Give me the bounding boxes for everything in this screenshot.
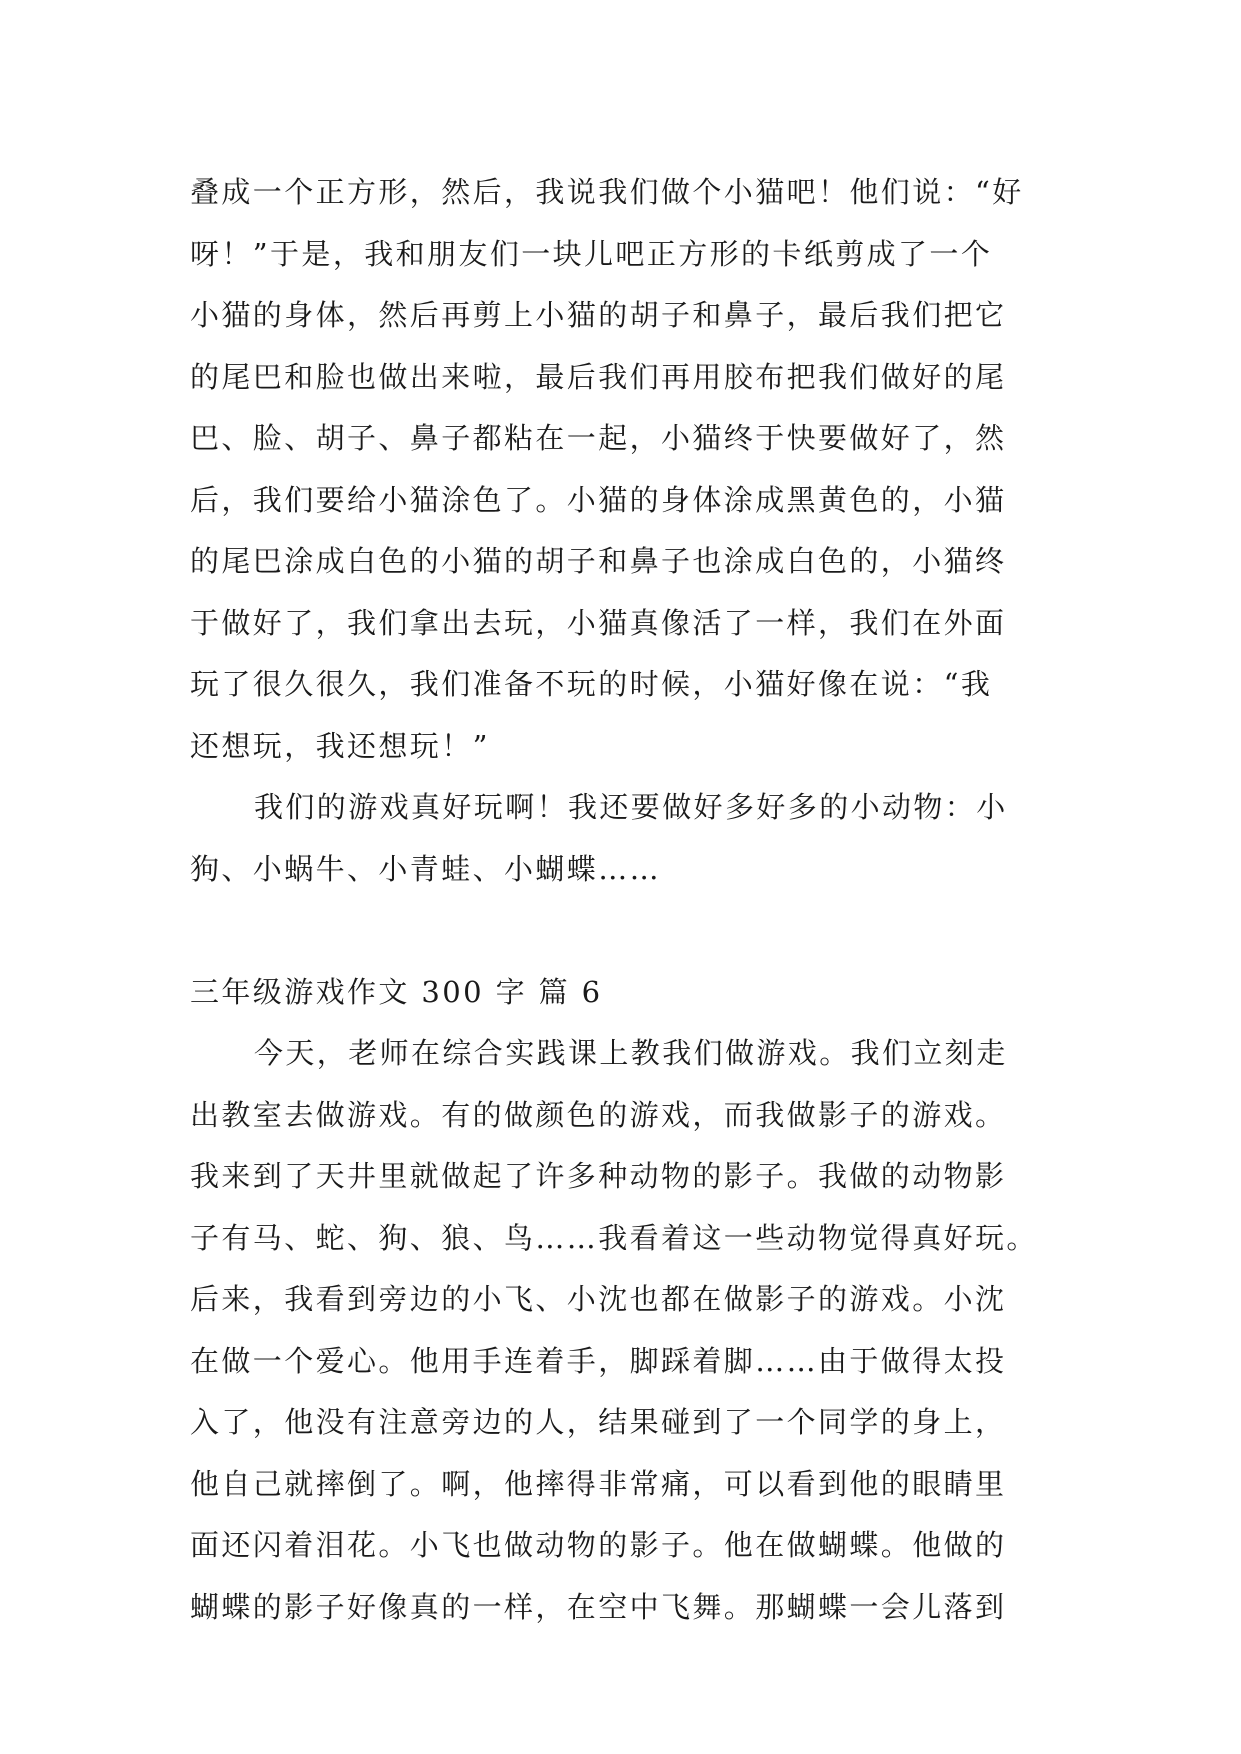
paragraph-cat-craft [190,162,1070,777]
text-line: 我们的游戏真好玩啊！我还要做好多好多的小动物：小 [254,790,1008,824]
text-line: 还想玩，我还想玩！” [190,728,490,763]
text-line: 于做好了，我们拿出去玩，小猫真像活了一样，我们在外面 [190,605,1007,640]
text-line: 的尾巴涂成白色的小猫的胡子和鼻子也涂成白色的，小猫终 [190,544,1007,578]
text-line: 玩了很久很久，我们准备不玩的时候，小猫好像在说：“我 [190,667,993,701]
text-line: 的尾巴和脸也做出来啦，最后我们再用胶布把我们做好的尾 [190,359,1007,394]
text-line: 小猫的身体，然后再剪上小猫的胡子和鼻子，最后我们把它 [190,298,1007,332]
document-body [190,162,1070,1638]
text-line: 他自己就摔倒了。啊，他摔得非常痛，可以看到他的眼睛里 [190,1466,1007,1501]
text-line: 出教室去做游戏。有的做颜色的游戏，而我做影子的游戏。 [190,1097,1007,1132]
text-line: 在做一个爱心。他用手连着手，脚踩着脚……由于做得太投 [190,1343,1007,1378]
text-line: 巴、脸、胡子、鼻子都粘在一起，小猫终于快要做好了，然 [190,421,1007,455]
text-line: 后来，我看到旁边的小飞、小沈也都在做影子的游戏。小沈 [190,1282,1007,1316]
text-line: 蝴蝶的影子好像真的一样，在空中飞舞。那蝴蝶一会儿落到 [190,1589,1007,1624]
text-line: 今天，老师在综合实践课上教我们做游戏。我们立刻走 [254,1036,1008,1070]
text-line: 我来到了天井里就做起了许多种动物的影子。我做的动物影 [190,1159,1007,1193]
text-line: 呀！”于是，我和朋友们一块儿吧正方形的卡纸剪成了一个 [190,236,993,271]
text-line: 子有马、蛇、狗、狼、鸟……我看着这一些动物觉得真好玩。 [190,1220,1038,1255]
text-line: 入了，他没有注意旁边的人，结果碰到了一个同学的身上， [190,1405,1007,1439]
section-title: 三年级游戏作文 300 字 篇 6 [190,974,603,1009]
text-line: 后，我们要给小猫涂色了。小猫的身体涂成黑黄色的，小猫 [190,482,1007,517]
paragraph-conclusion [190,777,1070,900]
paragraph-shadow-game [190,1023,1070,1638]
text-line: 狗、小蜗牛、小青蛙、小蝴蝶…… [190,851,662,886]
text-line: 面还闪着泪花。小飞也做动物的影子。他在做蝴蝶。他做的 [190,1528,1007,1562]
text-line: 叠成一个正方形，然后，我说我们做个小猫吧！他们说：“好 [190,175,1024,209]
